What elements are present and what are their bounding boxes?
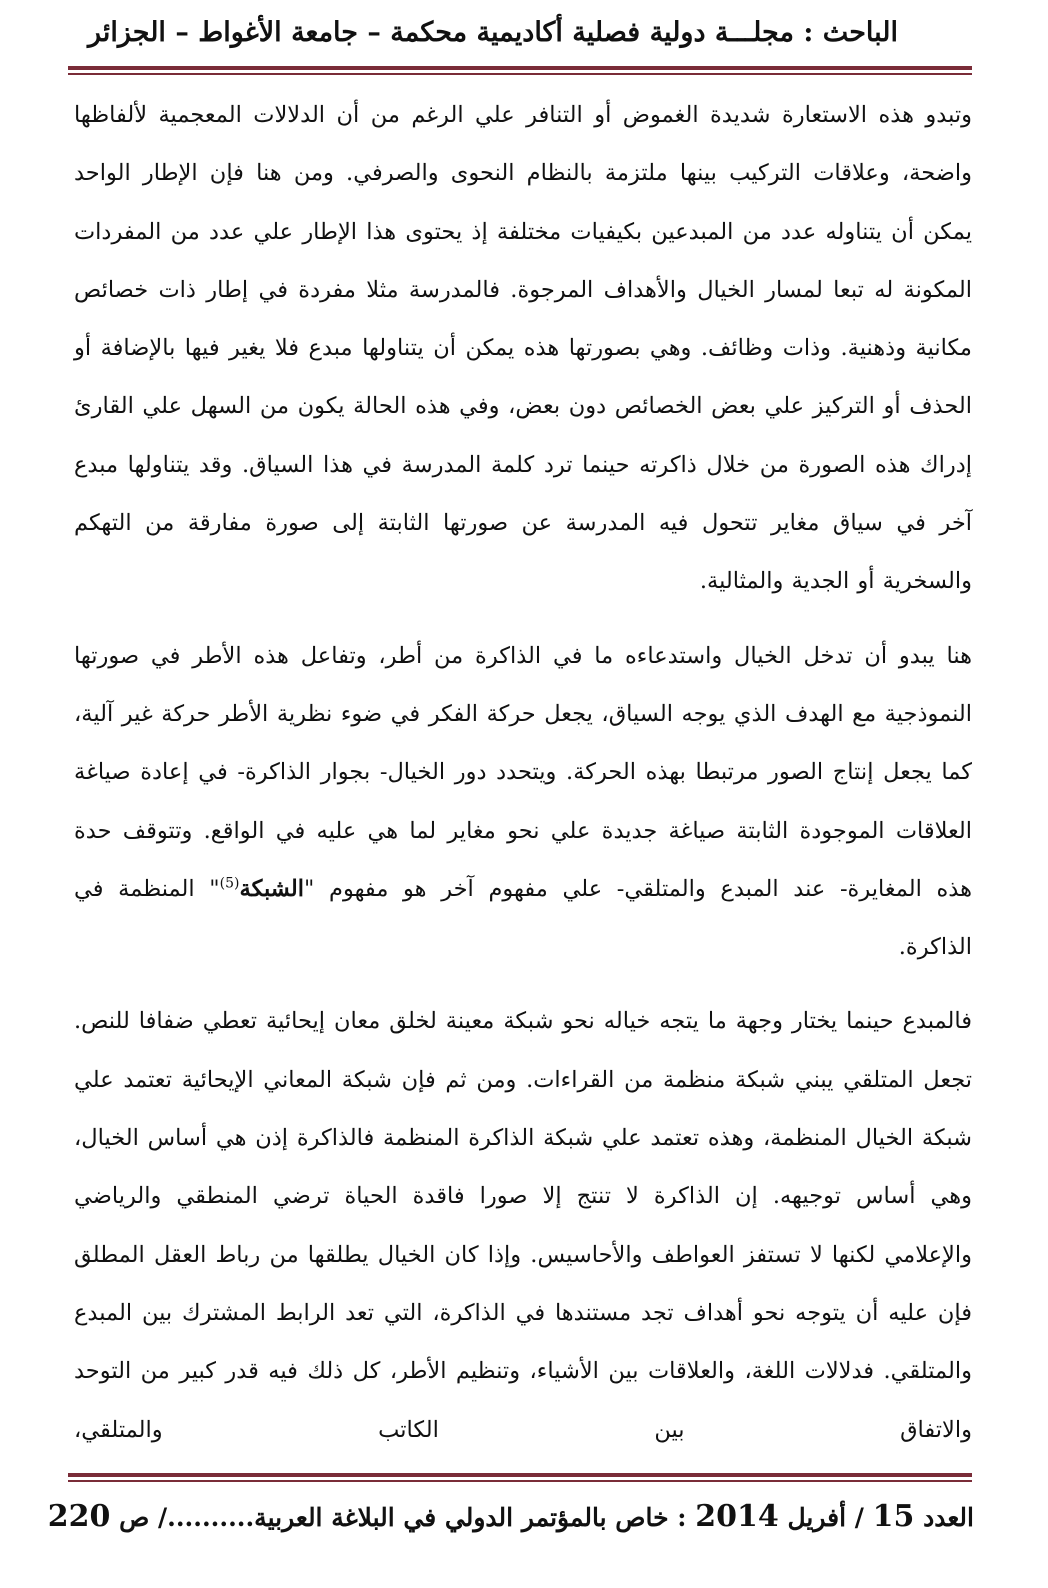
paragraph-1: وتبدو هذه الاستعارة شديدة الغموض أو التنافر علي الرغم من أن الدلالات المعجمية لألفاظها واضحة، وعلاقات التركيب بينها ملتزمة بالنظام النحوى والصرفي. ومن هنا فإن الإطار الواحد يمكن أن يتناوله عدد من المبدعين بكيفيات مختلفة إذ يحتوى هذا الإطار علي عدد من المفردات المكونة له تبعا لمسار الخيال والأهداف المرجوة. فالمدرسة مثلا مفردة في إطار ذات خصائص مكانية وذهنية. وذات وظائف. وهي بصورتها هذه يمكن أن يتناولها مبدع فلا يغير فيها بالإضافة أو الحذف أو التركيز علي بعض الخصائص دون بعض، وفي هذه الحالة يكون من السهل علي القارئ إدراك هذه الصورة من خلال ذاكرته حينما ترد كلمة المدرسة في هذا السياق. وقد يتناولها مبدع آخر في سياق مغاير تتحول فيه المدرسة عن صورتها الثابتة إلى صورة مفارقة من التهكم والسخرية أو الجدية والمثالية. <box>74 102 972 595</box>
journal-header <box>70 12 898 54</box>
article-body <box>74 86 972 1459</box>
header-rule-thick <box>68 66 972 70</box>
issue-label: العدد <box>923 1503 974 1532</box>
paragraph-2-text-after: " المنظمة في الذاكرة. <box>74 875 972 961</box>
footer-rule-thin <box>68 1480 972 1482</box>
keyword-network: الشبكة <box>239 875 304 902</box>
footer-rule-thick <box>68 1473 972 1477</box>
issue-separator: / <box>854 1503 864 1532</box>
footnote-ref-5: (5) <box>219 875 240 892</box>
issue-footer <box>47 1497 974 1538</box>
issue-number: 15 <box>872 1499 915 1534</box>
paragraph-3: فالمبدع حينما يختار وجهة ما يتجه خياله نحو شبكة معينة لخلق معان إيحائية تعطي ضفافا للنص. تجعل المتلقي يبني شبكة منظمة من القراءات. ومن ثم فإن شبكة المعاني الإيحائية تعتمد علي شبكة الخيال المنظمة، وهذه تعتمد علي شبكة الذاكرة المنظمة فالذاكرة إذن هي أساس الخيال، وهي أساس توجيهه. إن الذاكرة لا تنتج إلا صورا فاقدة الحياة ترضي المنطقي والرياضي والإعلامي لكنها لا تستفز العواطف والأحاسيس. وإذا كان الخيال يطلقها من رباط العقل المطلق فإن عليه أن يتوجه نحو أهداف تجد مستندها في الذاكرة، التي تعد الرابط المشترك بين المبدع والمتلقي. فدلالات اللغة، والعلاقات بين الأشياء، وتنظيم الأطر، كل ذلك فيه قدر كبير من التوحد والاتفاق بين الكاتب والمتلقي، <box>74 1008 973 1443</box>
page-number: 220 <box>47 1499 111 1534</box>
special-issue-text: : خاص بالمؤتمر الدولي في البلاغة العربية........../ <box>158 1503 687 1532</box>
issue-year: 2014 <box>695 1499 779 1534</box>
page-label: ص <box>119 1503 150 1532</box>
paragraph-2 <box>74 627 972 977</box>
paragraph-2-text-before: هنا يبدو أن تدخل الخيال واستدعاءه ما في الذاكرة من أطر، وتفاعل هذه الأطر في صورتها النموذجية مع الهدف الذي يوجه السياق، يجعل حركة الفكر في ضوء نظرية الأطر حركة غير آلية، كما يجعل إنتاج الصور مرتبطا بهذه الحركة. ويتحدد دور الخيال- بجوار الذاكرة- في إعادة صياغة العلاقات الموجودة الثابتة صياغة جديدة علي نحو مغاير لما هي عليه في الواقع. وتتوقف حدة هذه المغايرة- عند المبدع والمتلقي- علي مفهوم آخر هو مفهوم " <box>74 642 972 902</box>
journal-title: الباحث : مجلـــة دولية فصلية أكاديمية محكمة – جامعة الأغواط – الجزائر <box>87 17 898 48</box>
header-rule-thin <box>68 73 972 75</box>
issue-month: أفريل <box>787 1503 847 1532</box>
